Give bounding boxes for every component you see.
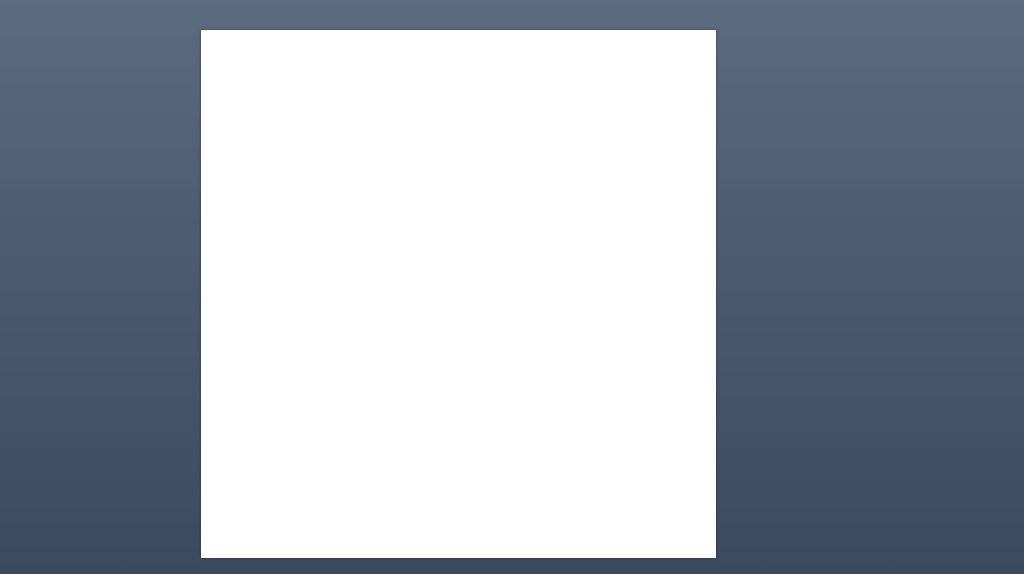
document-page: [201, 30, 716, 558]
